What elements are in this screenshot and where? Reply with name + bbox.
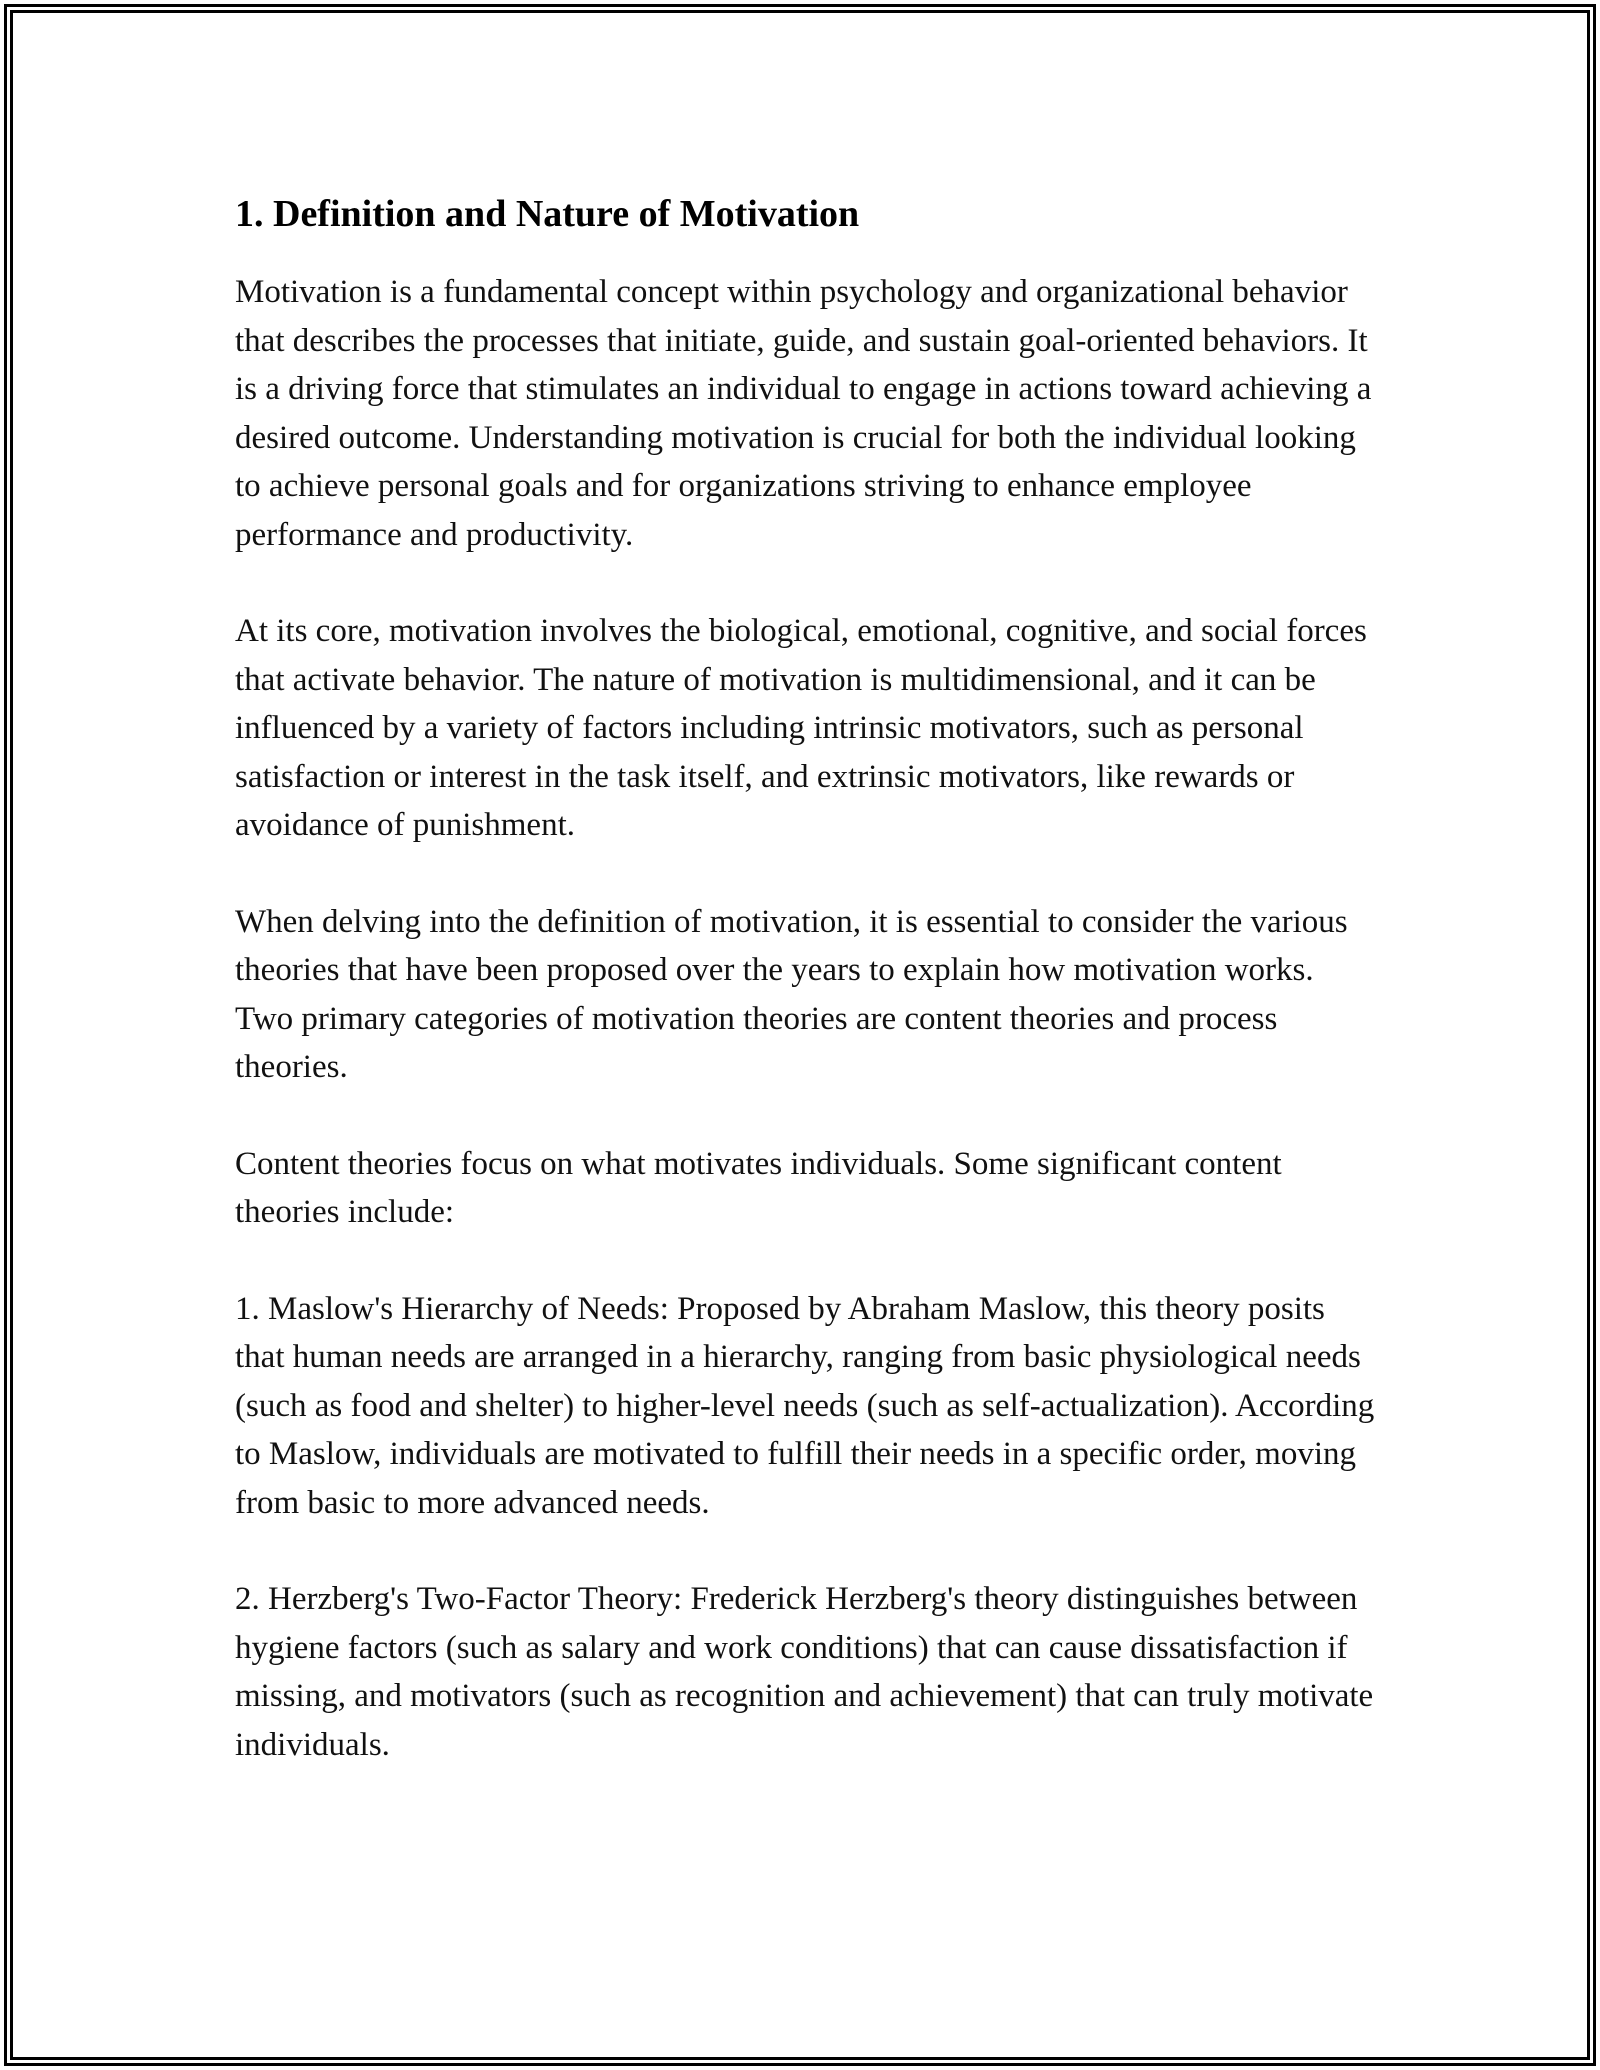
- paragraph-maslow: 1. Maslow's Hierarchy of Needs: Proposed by Abraham Maslow, this theory posits that human needs are arranged in a hierarchy, ranging from basic physiological needs (such as food and shelter) to higher-level needs (such as self-actualization). According to Maslow, individuals are motivated to fulfill their needs in a specific order, moving from basic to more advanced needs.: [235, 1290, 1375, 1521]
- section-heading: 1. Definition and Nature of Motivation: [235, 193, 860, 235]
- paragraph-nature: At its core, motivation involves the biological, emotional, cognitive, and social forces that activate behavior. The nature of motivation is multidimensional, and it can be influenced by a variety of factors including intrinsic motivators, such as personal satisfaction or interest in the task itself, and extrinsic motivators, like rewards or avoidance of punishment.: [235, 613, 1367, 843]
- paragraph-definition: Motivation is a fundamental concept within psychology and organizational behavior that describes the processes that initiate, guide, and sustain goal-oriented behaviors. It is a driving force that stimulates an individual to engage in actions toward achieving a desired outcome. Understanding motivation is crucial for both the individual looking to achieve personal goals and for organizations striving to enhance employee performance and productivity.: [235, 274, 1372, 553]
- paragraph-content-theories: Content theories focus on what motivates individuals. Some significant content theories include:: [235, 1145, 1282, 1230]
- document-body: [235, 186, 1375, 1817]
- paragraph-theories: When delving into the definition of motivation, it is essential to consider the various theories that have been proposed over the years to explain how motivation works. Two primary categories of motivation theories are content theories and process theories.: [235, 903, 1348, 1085]
- paragraph-herzberg: 2. Herzberg's Two-Factor Theory: Frederick Herzberg's theory distinguishes between hygiene factors (such as salary and work conditions) that can cause dissatisfaction if missing, and motivators (such as recognition and achievement) that can truly motivate individuals.: [235, 1581, 1374, 1763]
